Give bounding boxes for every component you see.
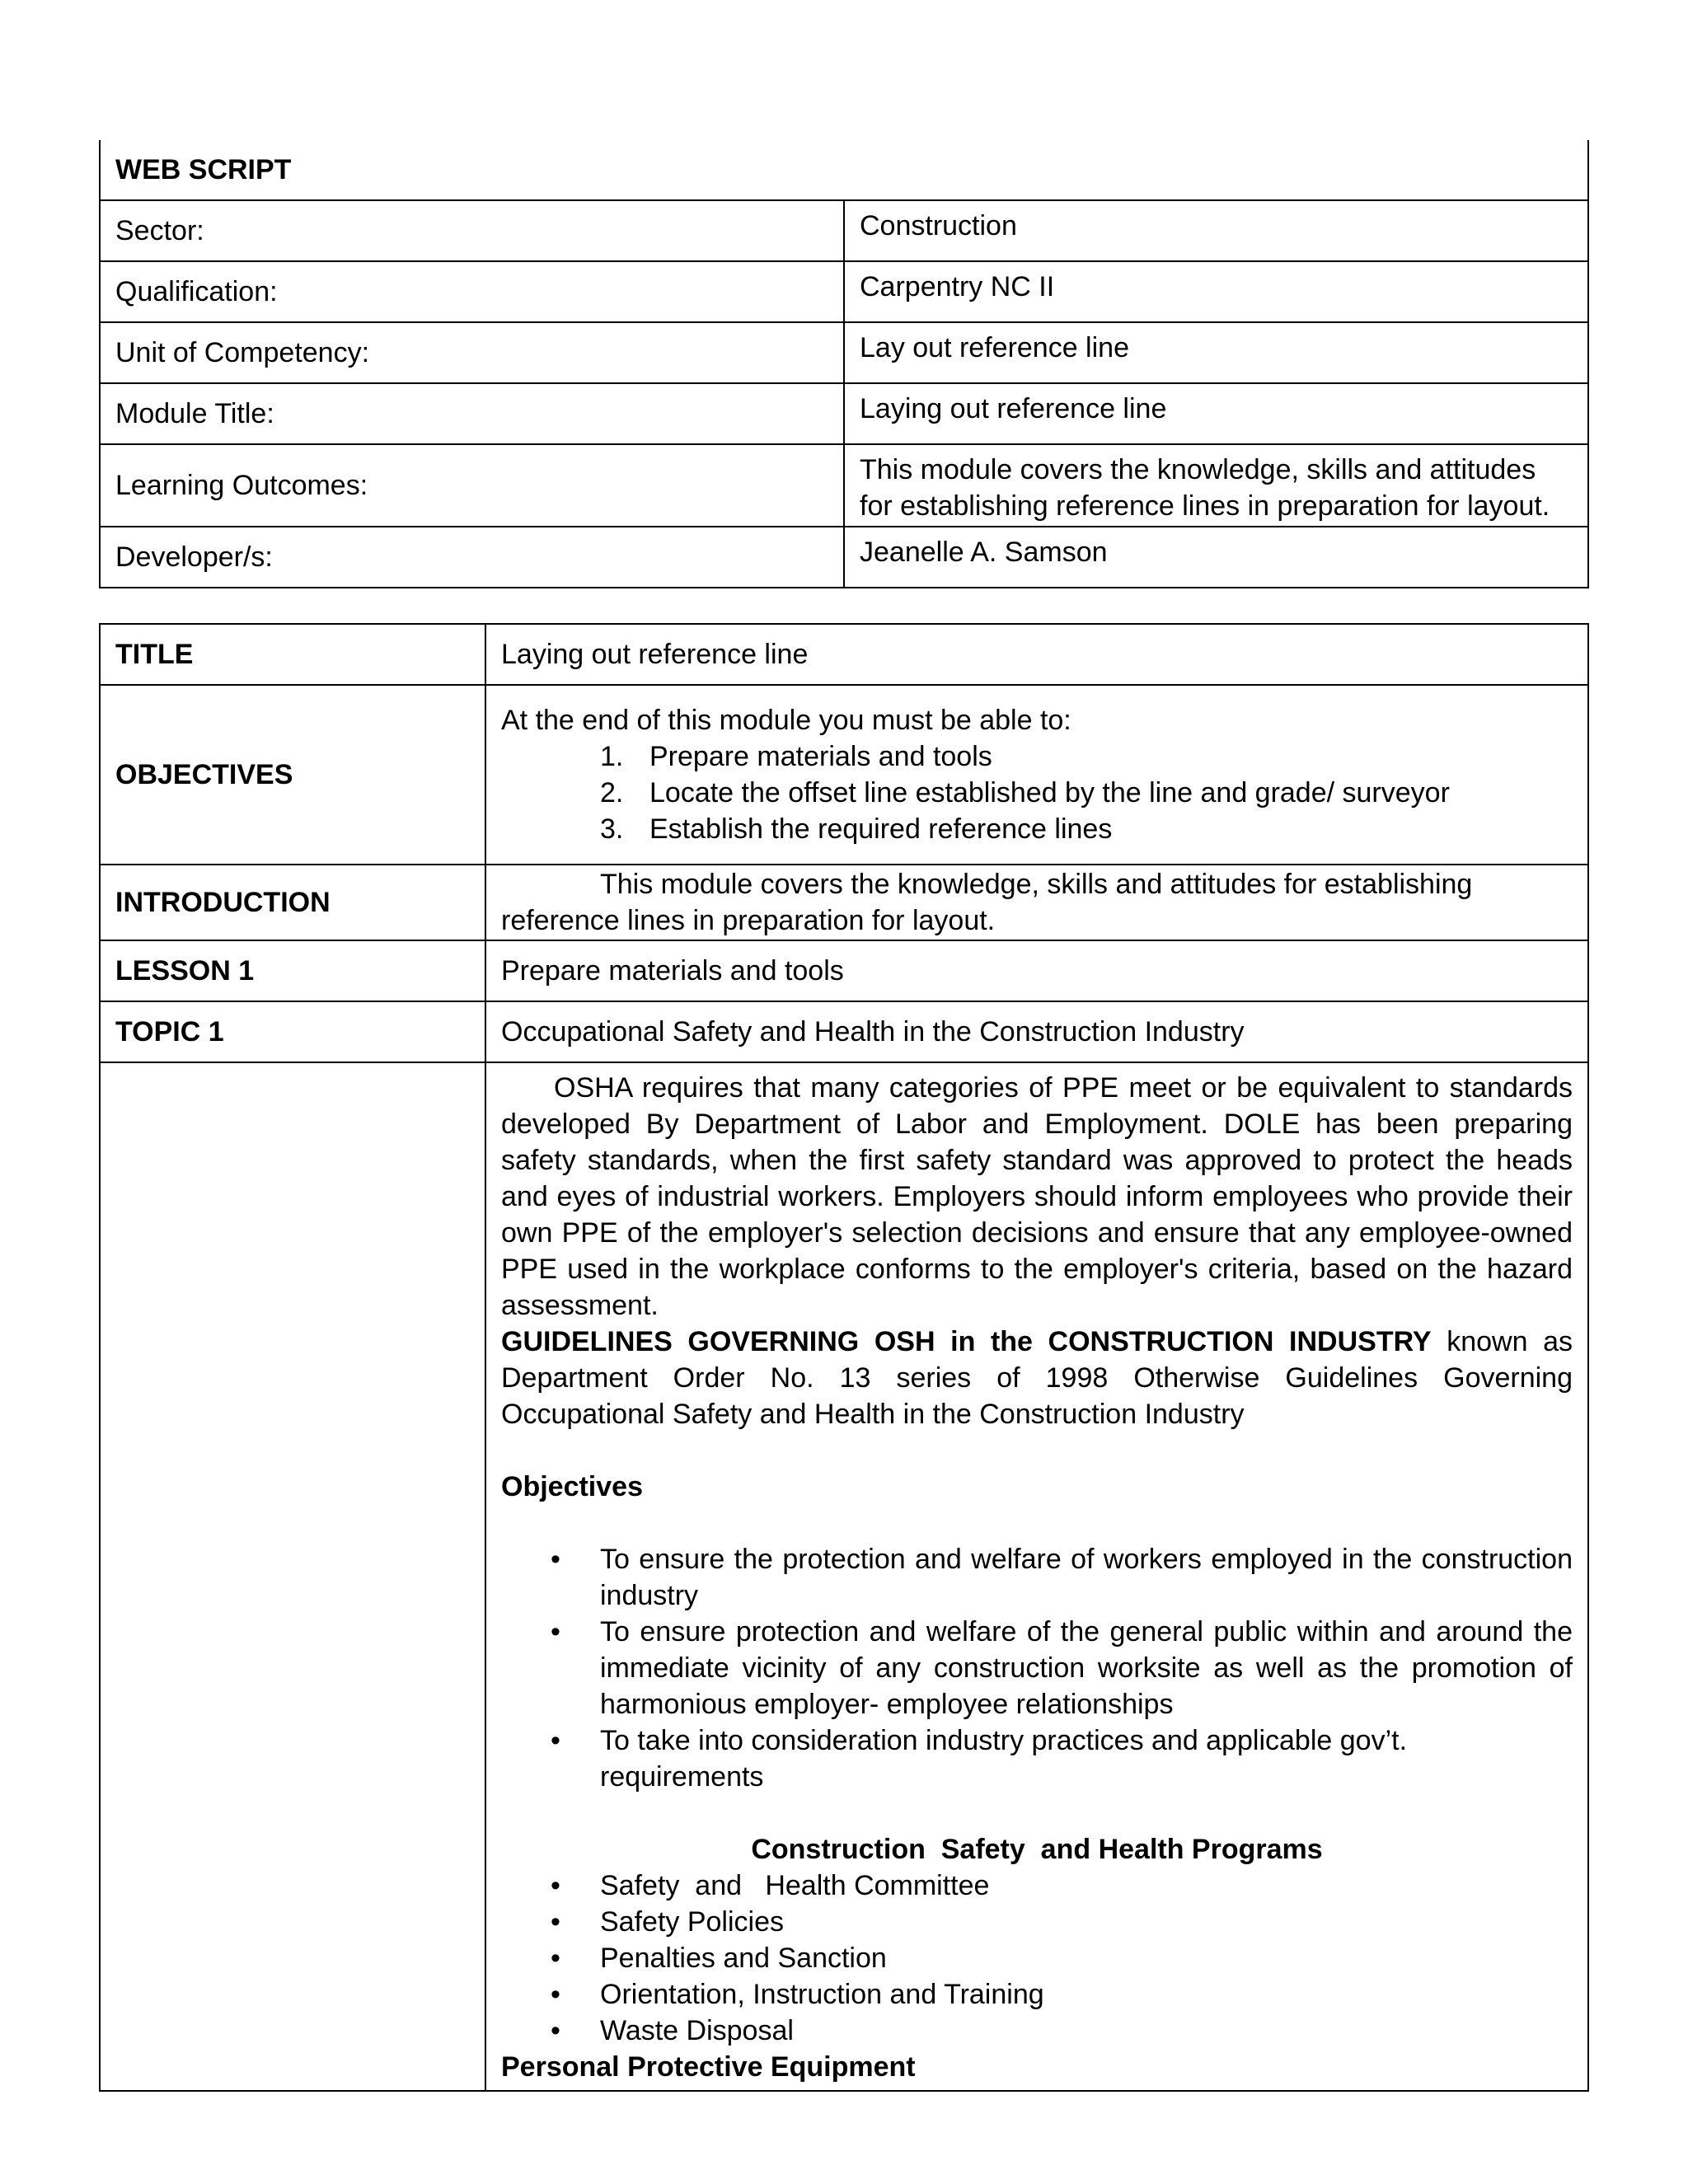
lesson-value: Prepare materials and tools [485, 940, 1588, 1001]
qualification-label: Qualification: [100, 261, 844, 322]
objective-item: 2. Locate the offset line established by the line and grade/ surveyor [600, 777, 1450, 808]
web-script-table [99, 140, 1589, 588]
learning-outcomes-value: This module covers the knowledge, skills and attitudes for establishing reference lines in preparation for layout. [844, 444, 1588, 527]
unit-of-competency-label: Unit of Competency: [100, 322, 844, 383]
programs-list [501, 1868, 1573, 2049]
list-item: • To ensure protection and welfare of the general public within and around the immediate vicinity of any construction worksite as well as the promotion of harmonious employer- employee relationships [551, 1616, 1573, 1720]
module-title-label: Module Title: [100, 383, 844, 444]
module-content-table [99, 623, 1589, 2092]
osha-paragraph: OSHA requires that many categories of PPE meet or be equivalent to standards developed By Department of Labor and Employment. DOLE has been preparing safety standards, when the first safety standard was approved to protect the heads and eyes of industrial workers. Employers should inform employees who provide their own PPE of the employer's selection decisions and ensure that any employee-owned PPE used in the workplace conforms to the employer's criteria, based on the hazard assessment. [501, 1072, 1573, 1321]
list-item: • Safety and Health Committee [551, 1870, 990, 1901]
list-item: • To ensure the protection and welfare of workers employed in the construction industry [551, 1544, 1573, 1611]
topic-value: Occupational Safety and Health in the Construction Industry [485, 1001, 1588, 1062]
module-title-value: Laying out reference line [844, 383, 1588, 444]
list-item: • Orientation, Instruction and Training [551, 1979, 1044, 2010]
title-label: TITLE [100, 624, 485, 685]
developer-label: Developer/s: [100, 527, 844, 588]
empty-label-cell [100, 1062, 485, 2091]
introduction-label: INTRODUCTION [100, 865, 485, 940]
list-item: • To take into consideration industry practices and applicable gov’t. requirements [551, 1725, 1408, 1793]
developer-value: Jeanelle A. Samson [844, 527, 1588, 588]
qualification-value: Carpentry NC II [844, 261, 1588, 322]
objective-item: 3. Establish the required reference lines [600, 813, 1113, 845]
objectives-list [501, 738, 1573, 847]
sector-label: Sector: [100, 200, 844, 261]
title-value: Laying out reference line [485, 624, 1588, 685]
programs-heading: Construction Safety and Health Programs [751, 1834, 1323, 1865]
ppe-heading: Personal Protective Equipment [501, 2051, 916, 2083]
list-item: • Penalties and Sanction [551, 1943, 887, 1974]
list-item: • Safety Policies [551, 1906, 784, 1938]
objectives-cell [485, 685, 1588, 865]
web-script-title: WEB SCRIPT [100, 140, 1588, 200]
guidelines-paragraph: GUIDELINES GOVERNING OSH in the CONSTRUCTION INDUSTRY known as Department Order No. 13 series of 1998 Otherwise Guidelines Governing Occupational Safety and Health in the Construction Industry [501, 1326, 1573, 1430]
sector-value: Construction [844, 200, 1588, 261]
learning-outcomes-label: Learning Outcomes: [100, 444, 844, 527]
topic-label: TOPIC 1 [100, 1001, 485, 1062]
objectives-intro: At the end of this module you must be able to: [501, 705, 1071, 736]
objectives-heading: Objectives [501, 1471, 643, 1502]
topic-body [485, 1062, 1588, 2091]
objective-item: 1. Prepare materials and tools [600, 741, 992, 772]
lesson-label: LESSON 1 [100, 940, 485, 1001]
objectives-label: OBJECTIVES [100, 685, 485, 865]
list-item: • Waste Disposal [551, 2015, 794, 2046]
unit-of-competency-value: Lay out reference line [844, 322, 1588, 383]
osh-objectives-list [501, 1541, 1573, 1795]
introduction-text: This module covers the knowledge, skills and attitudes for establishing reference lines in preparation for layout. [485, 865, 1588, 940]
